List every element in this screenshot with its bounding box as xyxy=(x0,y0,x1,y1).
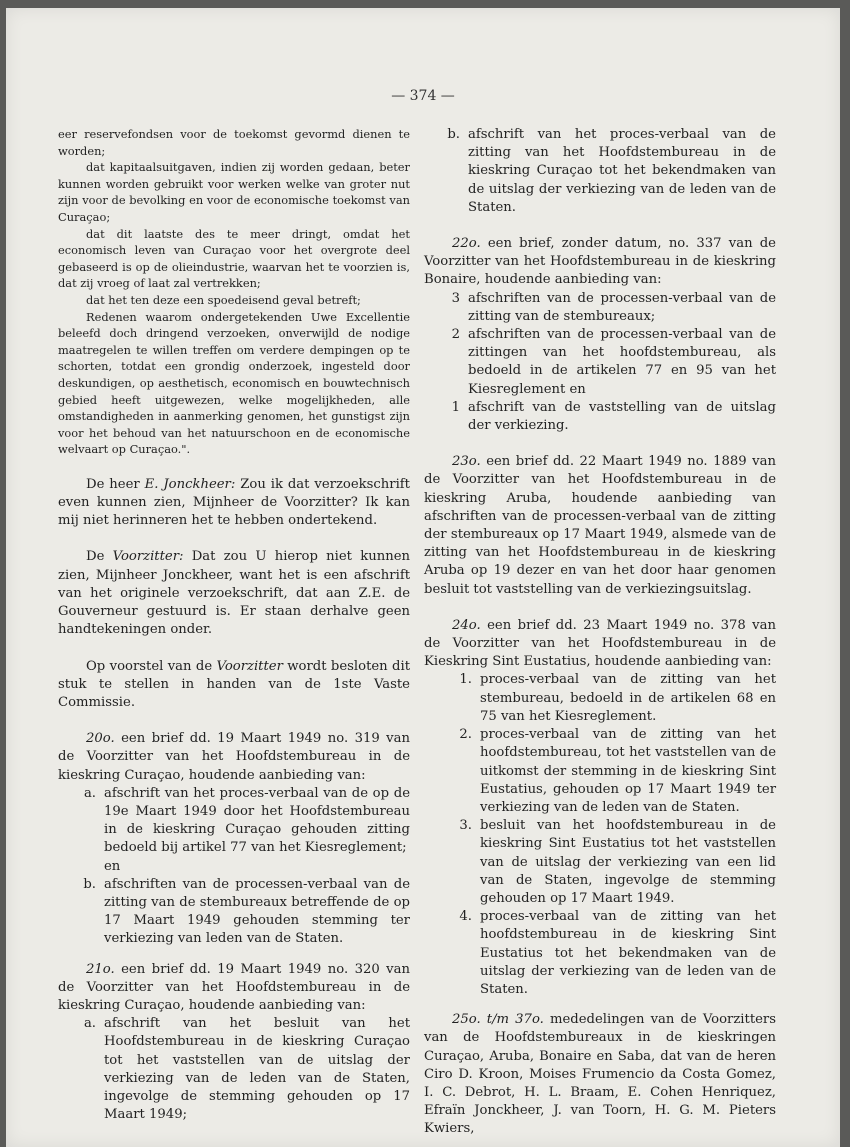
list-marker: 1. xyxy=(459,672,472,688)
list-marker: 2 xyxy=(451,327,460,343)
list-text: proces-verbaal van de zitting van het stembureau, bedoeld in de artikelen 68 en 75 van het Kiesreglement. xyxy=(480,672,776,724)
list-marker: a. xyxy=(83,785,96,801)
paragraph-intro: De xyxy=(86,549,113,565)
petition-quote xyxy=(58,126,410,458)
list-item xyxy=(58,858,410,876)
item-text: een brief, zonder datum, no. 337 van de Voorzitter van het Hoofdstembureau in de kieskring Bonaire, houdende aanbieding van: xyxy=(424,236,776,288)
item-number: 24o. xyxy=(452,617,481,633)
item-24 xyxy=(424,617,776,672)
list-text: besluit van het hoofdstembureau in de kieskring Sint Eustatius tot het vaststellen van de uitslag der verkiezing van een lid van de Staten, ingevolge de stemming gehouden op 17 Maart 1949. xyxy=(480,818,776,906)
item-number: 21o. xyxy=(86,961,115,977)
item-number: 20o. xyxy=(86,731,115,747)
list-text: afschrift van het proces-verbaal van de zitting van het Hoofdstembureau in de kieskring Curaçao tot het bekendmaken van de uitslag der verkiezing van de leden van de Staten. xyxy=(468,127,776,215)
quote-line: Redenen waarom ondergetekenden Uwe Excellentie beleefd doch dringend verzoeken, onverwijld de nodige maatregelen te willen treffen om verdere dempingen op te schorten, totdat een grondig onderzoek, ingesteld door deskundigen, op aesthetisch, economisch en bouwtechnisch gebied heeft uitgewezen, welke mogelijkheden, alle omstandigheden in aanmerking genomen, het gunstigst zijn voor het behoud van het natuurschoon en de economische welvaart op Curaçao.". xyxy=(58,309,410,457)
item-number: 25o. t/m 37o. xyxy=(452,1012,544,1028)
item-22 xyxy=(424,235,776,290)
list-text: afschriften van de processen-verbaal van de zitting van de stembureaux betreffende de op 17 Maart 1949 gehouden stemming ter verkiezing van leden van de Staten. xyxy=(104,876,410,947)
item-20-list xyxy=(58,785,410,949)
quote-line: eer reservefondsen voor de toekomst gevormd dienen te worden; xyxy=(58,127,410,158)
list-item xyxy=(424,671,776,726)
list-text: afschriften van de processen-verbaal van de zittingen van het hoofdstembureau, als bedoeld in de artikelen 77 en 95 van het Kiesreglement en xyxy=(468,327,776,397)
list-text: proces-verbaal van de zitting van het hoofdstembureau, tot het vaststellen van de uitkomst der stemming in de kieskring Sint Eustatius, gehouden op 17 Maart 1949 ter verkiezing van de leden van de Staten. xyxy=(480,727,776,815)
paragraph-text: Dat zou U hierop niet kunnen zien, Mijnheer Jonckheer, want het is een afschrift van het originele verzoekschrift, dat aan Z.E. de Gouverneur gestuurd is. Er staan derhalve geen handtekeningen onder. xyxy=(58,549,410,638)
item-23 xyxy=(424,453,776,599)
item-21-list xyxy=(58,1015,410,1124)
list-item xyxy=(424,399,776,435)
list-marker: 3. xyxy=(459,818,472,834)
left-column xyxy=(58,126,410,1124)
list-text: afschrift van het besluit van het Hoofdstembureau in de kieskring Curaçao tot het vaststellen van de uitslag der verkiezing van de leden van de Staten, ingevolge de stemming gehouden op 17 Maart 1949; xyxy=(104,1016,410,1123)
list-marker: 4. xyxy=(459,909,472,925)
paragraph-text: Zou ik dat verzoekschrift even kunnen zien, Mijnheer de Voorzitter? Ik kan mij niet herinneren het te hebben ondertekend. xyxy=(58,476,410,529)
item-25-37 xyxy=(424,1011,776,1138)
item-text: een brief dd. 19 Maart 1949 no. 320 van de Voorzitter van het Hoofdstembureau in de kieskring Curaçao, houdende aanbieding van: xyxy=(58,961,410,1013)
paragraph-jonckheer xyxy=(58,476,410,531)
page-number: — 374 — xyxy=(391,88,455,104)
list-text: afschrift van het proces-verbaal van de op de 19e Maart 1949 door het Hoofdstembureau in de kieskring Curaçao gehouden zitting bedoeld bij artikel 77 van het Kiesreglement; xyxy=(104,785,410,856)
item-text: een brief dd. 19 Maart 1949 no. 319 van de Voorzitter van het Hoofdstembureau in de kieskring Curaçao, houdende aanbieding van: xyxy=(58,731,410,783)
list-marker: 2. xyxy=(459,727,472,743)
list-text: afschrift van de vaststelling van de uitslag der verkiezing. xyxy=(468,399,776,434)
list-item xyxy=(58,1015,410,1124)
list-item xyxy=(58,785,410,858)
item-number: 22o. xyxy=(452,236,481,252)
list-marker xyxy=(58,858,104,876)
list-marker: b. xyxy=(83,876,96,892)
list-text: proces-verbaal van de zitting van het hoofdstembureau in de kieskring Sint Eustatius tot het bekendmaken van de uitslag der verkiezing van de leden van de Staten. xyxy=(480,909,776,997)
quote-line: dat kapitaalsuitgaven, indien zij worden gedaan, beter kunnen worden gebruikt voor werken welke van groter nut zijn voor de bevolking en voor de economische toekomst van Curaçao; xyxy=(58,160,410,224)
speaker-name: E. Jonckheer: xyxy=(144,476,236,492)
speaker-name: Voorzitter xyxy=(216,658,283,674)
list-item xyxy=(424,126,776,217)
document-page xyxy=(6,8,840,1147)
right-column xyxy=(424,126,776,1139)
item-20 xyxy=(58,730,410,785)
paragraph-decision xyxy=(58,658,410,713)
item-text: een brief dd. 22 Maart 1949 no. 1889 van de Voorzitter van het Hoofdstembureau in de kieskring Aruba, houdende aanbieding van afschriften van de processen-verbaal van de zitting der stembureaux op 17 Maart 1949, alsmede van de zitting van het Hoofdstembureau in de kieskring Aruba op 19 dezer en van het door haar genomen besluit tot vaststelling van de verkiezingsuitslag. xyxy=(424,454,776,597)
list-text: afschriften van de processen-verbaal van de zitting van de stembureaux; xyxy=(468,290,776,324)
paragraph-text: wordt besloten dit stuk te stellen in handen van de 1ste Vaste Commissie. xyxy=(58,658,411,710)
item-22-list xyxy=(424,290,776,436)
list-marker: 3 xyxy=(451,290,460,306)
paragraph-intro: De heer xyxy=(86,476,145,492)
list-item xyxy=(424,908,776,999)
item-21-continued-list xyxy=(424,126,776,217)
item-number: 23o. xyxy=(452,454,481,470)
quote-line: dat dit laatste des te meer dringt, omdat het economisch leven van Curaçao voor het overgrote deel gebaseerd is op de olieindustrie, waarvan het te voorzien is, dat zij vroeg of laat zal vertrekken; xyxy=(58,226,410,291)
item-text: mededelingen van de Voorzitters van de Hoofdstembureaux in de kieskringen Curaçao, Aruba, Bonaire en Saba, dat van de heren Ciro D. Kroon, Moises Frumencio da Costa Gomez, I. C. Debrot, H. L. Braam, E. Cohen Henriquez, Efraïn Jonckheer, J. van Toorn, H. G. M. Pieters Kwiers, xyxy=(424,1012,776,1137)
list-item xyxy=(424,326,776,399)
item-text: een brief dd. 23 Maart 1949 no. 378 van de Voorzitter van het Hoofdstembureau in de Kieskring Sint Eustatius, houdende aanbieding van: xyxy=(424,617,776,670)
list-marker: 1 xyxy=(451,399,460,415)
quote-line: dat het ten deze een spoedeisend geval betreft; xyxy=(86,292,361,307)
list-marker: b. xyxy=(447,127,460,142)
paragraph-voorzitter xyxy=(58,548,410,639)
list-text: en xyxy=(104,858,121,874)
list-item xyxy=(424,290,776,326)
item-21 xyxy=(58,961,410,1016)
list-item xyxy=(58,876,410,949)
item-24-list xyxy=(424,671,776,999)
list-item xyxy=(424,726,776,817)
list-item xyxy=(424,817,776,908)
list-marker: a. xyxy=(83,1016,96,1032)
speaker-name: Voorzitter: xyxy=(112,549,184,565)
paragraph-text: Op voorstel van de xyxy=(86,658,217,674)
